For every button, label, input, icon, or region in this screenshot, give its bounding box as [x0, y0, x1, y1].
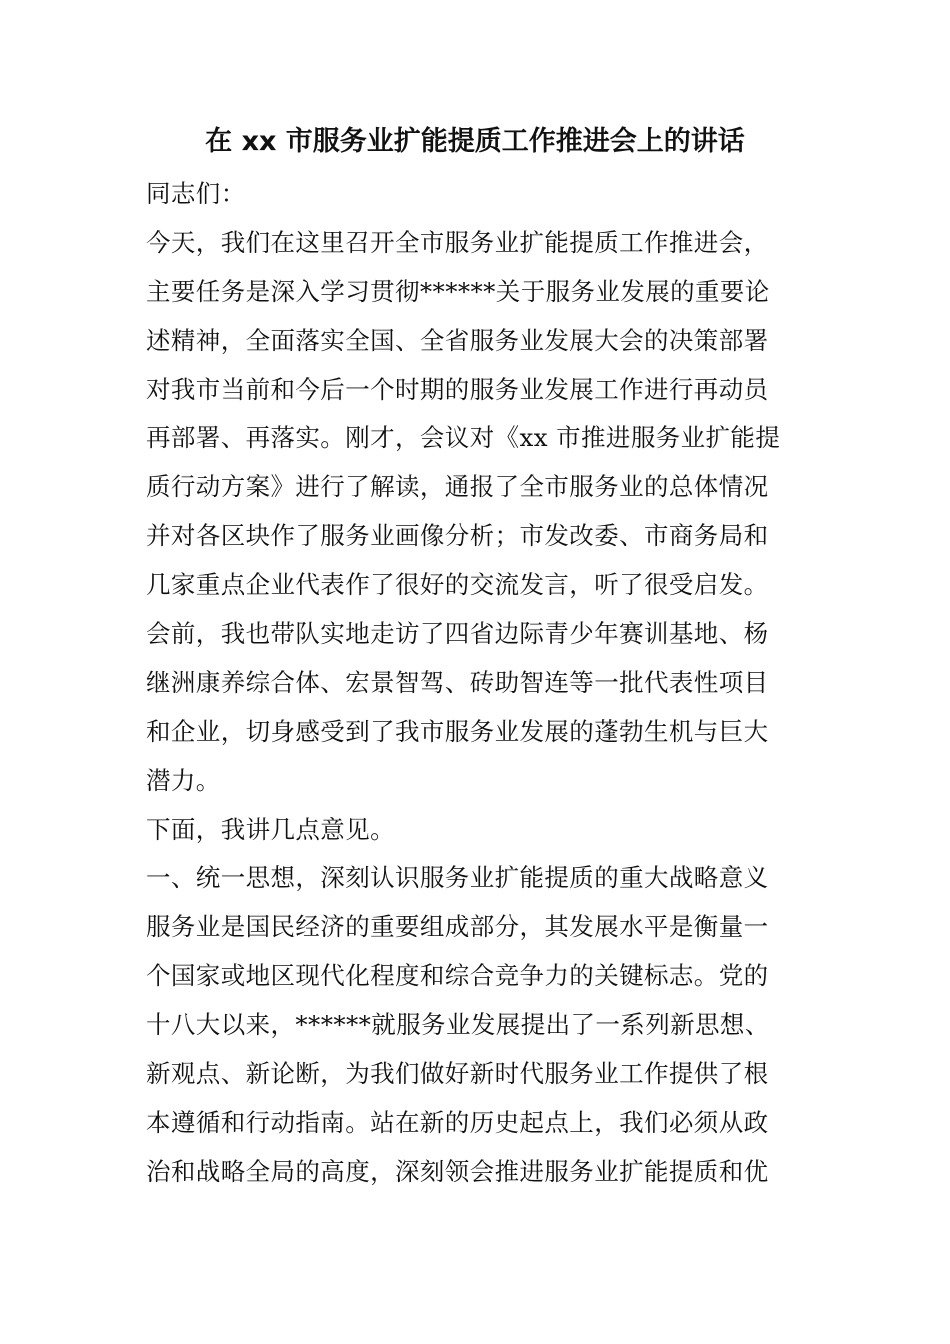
- text-line: 下面，我讲几点意见。: [146, 814, 395, 844]
- text-line: 新观点、新论断，为我们做好新时代服务业工作提供了根: [146, 1059, 769, 1089]
- document-title: 在 xx 市服务业扩能提质工作推进会上的讲话: [205, 126, 745, 157]
- text-line: 治和战略全局的高度，深刻领会推进服务业扩能提质和优: [146, 1156, 769, 1186]
- text-line: 潜力。: [146, 765, 221, 795]
- section-heading: 一、统一思想，深刻认识服务业扩能提质的重大战略意义: [146, 863, 769, 893]
- text-line: 述精神，全面落实全国、全省服务业发展大会的决策部署: [146, 325, 769, 355]
- text-line: 服务业是国民经济的重要组成部分，其发展水平是衡量一: [146, 912, 769, 942]
- text-line: 几家重点企业代表作了很好的交流发言，听了很受启发。: [146, 570, 769, 600]
- text-line: 同志们：: [146, 179, 246, 208]
- text-line: 和企业，切身感受到了我市服务业发展的蓬勃生机与巨大: [146, 716, 769, 746]
- text-line: 并对各区块作了服务业画像分析；市发改委、市商务局和: [146, 521, 769, 551]
- text-line: 今天，我们在这里召开全市服务业扩能提质工作推进会，: [146, 227, 769, 257]
- text-line: 主要任务是深入学习贯彻******关于服务业发展的重要论: [146, 276, 770, 306]
- text-line: 继洲康养综合体、宏景智驾、砖助智连等一批代表性项目: [146, 667, 769, 697]
- text-line: 本遵循和行动指南。站在新的历史起点上，我们必须从政: [146, 1107, 769, 1137]
- text-line: 再部署、再落实。刚才，会议对《xx 市推进服务业扩能提: [146, 423, 781, 453]
- text-line: 质行动方案》进行了解读，通报了全市服务业的总体情况: [146, 472, 769, 502]
- text-line: 十八大以来，******就服务业发展提出了一系列新思想、: [146, 1010, 770, 1040]
- text-line: 个国家或地区现代化程度和综合竞争力的关键标志。党的: [146, 961, 769, 991]
- speech-body: [146, 170, 808, 1197]
- text-line: 会前，我也带队实地走访了四省边际青少年赛训基地、杨: [146, 619, 769, 649]
- text-line: 对我市当前和今后一个时期的服务业发展工作进行再动员: [146, 374, 769, 404]
